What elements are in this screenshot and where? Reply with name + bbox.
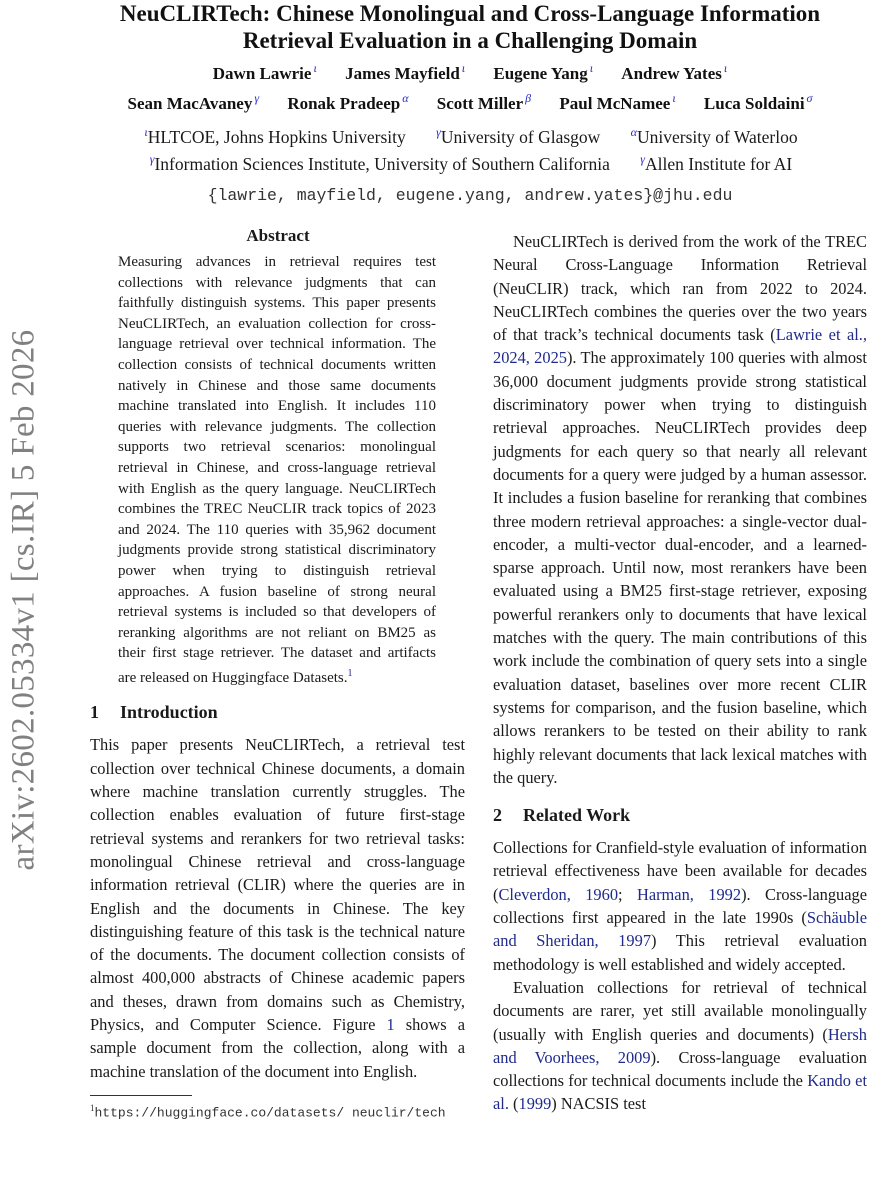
text-run: ) NACSIS test <box>551 1094 646 1114</box>
affiliation <box>629 127 798 147</box>
affiliation-mark: α <box>630 125 637 139</box>
citation-link[interactable]: Hersh and Voorhees, 2009 <box>493 1024 867 1067</box>
arxiv-identifier-stamp <box>4 300 44 900</box>
related-paragraph-1 <box>493 836 867 976</box>
section-title: Related Work <box>523 805 631 826</box>
text-run: ). The approximately 100 queries with almost 36,000 document judgments provide strong statistical discriminatory power when trying to distinguish retrieval approaches. NeuCLIRTech provides deep judgments for each query so that nearly all relevant documents for a query were judged by a human assessor. It includes a fusion baseline for reranking that combines three modern retrieval approaches: a single-vector dual-encoder, a multi-vector dual-encoder, and a learned-sparse approach. Until now, most rerankers have been evaluated using a BM25 first-stage retriever, exposing powerful rerankers only to documents that have lexical matches with the query. The main contributions of this work include the combination of query sets into a single evaluation dataset, baselines over more recent CLIR systems for comparison, and the fusion baseline, which allows rerankers to be tested on their ability to rank highly relevant documents that lack lexical matches with the query. <box>493 348 867 787</box>
text-run: ). Cross-language evaluation collections for technical documents include the <box>493 1047 867 1091</box>
text-run: ). Cross-language collections first appeared in the late 1990s ( <box>493 884 867 928</box>
affiliation-mark: α <box>402 91 409 105</box>
author-name: Sean MacAvaney <box>127 93 253 113</box>
affiliation-mark: ι <box>589 61 594 75</box>
affiliation-mark: γ <box>436 125 441 139</box>
affiliation <box>148 154 610 174</box>
footnote-url-link[interactable]: https://huggingface.co/datasets/ neuclir/tech <box>94 1105 446 1121</box>
affiliation <box>434 127 600 147</box>
affiliations-row-1 <box>60 125 880 148</box>
affiliation-mark: ι <box>313 61 317 75</box>
footnote-divider <box>90 1095 192 1096</box>
author <box>287 91 409 113</box>
abstract-heading: Abstract <box>246 226 310 245</box>
abstract-body <box>118 252 436 688</box>
citation-link[interactable]: Schäuble and Sheridan, 1997 <box>493 908 867 951</box>
author-name: Luca Soldaini <box>703 93 805 113</box>
author-name: Andrew Yates <box>621 63 722 83</box>
footnote-link[interactable]: 1 <box>347 667 353 679</box>
citation-link[interactable]: Kando et al. <box>493 1071 868 1114</box>
section-number: 1 <box>90 702 99 723</box>
text-run: NeuCLIRTech is derived from the work of the TREC Neural Cross-Language Information Retrieval (NeuCLIR) track, which ran from 2022 to 2024. NeuCLIRTech combines the queries over the two years of that track’s technical documents task ( <box>493 232 867 345</box>
figure-ref-link[interactable]: 1 <box>386 1015 395 1035</box>
affiliation-name: Allen Institute for AI <box>644 153 793 174</box>
section-heading-introduction <box>90 702 465 723</box>
title-line-2: Retrieval Evaluation in a Challenging Domain <box>242 28 698 53</box>
affiliation-mark: γ <box>254 91 260 105</box>
author-name: Eugene Yang <box>493 63 588 83</box>
author-emails: {lawrie, mayfield, eugene.yang, andrew.yates}@jhu.edu <box>207 186 733 205</box>
citation-link[interactable]: 1999 <box>518 1094 552 1114</box>
intro-continued-paragraph <box>493 230 867 789</box>
text-run: shows a sample document from the collection, along with a machine translation of the document into English. <box>90 1015 465 1081</box>
section-heading-related-work <box>493 805 867 826</box>
author <box>703 91 813 113</box>
affiliations-row-2 <box>60 152 880 175</box>
authors-row-1 <box>60 61 880 84</box>
affiliation-mark: γ <box>640 152 645 166</box>
footnote <box>90 1100 465 1121</box>
affiliation <box>142 127 405 147</box>
paper-title <box>60 0 880 54</box>
abstract-text: Measuring advances in retrieval requires test collections with relevance judgments that can faithfully distinguish systems. This paper presents NeuCLIRTech, an evaluation collection for cross-language retrieval over technical information. The collection consists of technical documents written natively in Chinese and those same documents machine translated into English. It includes 110 queries with relevance judgments. The collection supports two retrieval scenarios: monolingual retrieval in Chinese, and cross-language retrieval with English as the query language. NeuCLIRTech combines the TREC NeuCLIR track topics of 2023 and 2024. The 110 queries with 35,962 document judgments provide strong statistical discriminatory power when trying to distinguish retrieval approaches. A fusion baseline of strong neural retrieval systems is included so that developers of reranking algorithms are not reliant on BM25 as their first stage retriever. The dataset and artifacts are released on Huggingface Datasets. <box>118 254 436 686</box>
affiliation-mark: ι <box>144 125 148 139</box>
affiliation-name: University of Waterloo <box>636 126 798 147</box>
author-name: Scott Miller <box>436 93 524 113</box>
affiliation-mark: β <box>525 91 532 105</box>
affiliation-name: University of Glasgow <box>440 126 601 147</box>
author-name: Ronak Pradeep <box>287 93 401 113</box>
authors-row-2 <box>60 91 880 114</box>
intro-paragraph <box>90 733 465 1082</box>
citation-link[interactable]: Harman, 1992 <box>636 884 742 904</box>
citation-link[interactable]: Lawrie et al., 2024, 2025 <box>493 325 867 368</box>
affiliation-name: Information Sciences Institute, University of Southern California <box>154 153 610 174</box>
right-column <box>493 230 867 1116</box>
text-run: Evaluation collections for retrieval of technical documents are rarer, yet still available monolingually (usually with English queries and documents) ( <box>493 977 867 1044</box>
author <box>436 91 532 113</box>
section-title: Introduction <box>120 702 218 723</box>
author-name: Paul McNamee <box>559 93 671 113</box>
left-column <box>90 226 465 1121</box>
arxiv-stamp-text: arXiv:2602.05334v1 [cs.IR] 5 Feb 2026 <box>5 329 42 871</box>
affiliation-mark: σ <box>806 91 813 105</box>
author <box>127 91 260 113</box>
author <box>621 61 728 83</box>
author <box>212 61 317 83</box>
author-name: Dawn Lawrie <box>212 63 312 83</box>
affiliation-mark: ι <box>461 61 466 75</box>
related-paragraph-2 <box>493 976 867 1116</box>
author <box>345 61 466 83</box>
text-run: ( <box>508 1094 519 1114</box>
citation-link[interactable]: Cleverdon, 1960 <box>498 884 619 904</box>
author <box>493 61 594 83</box>
affiliation <box>638 154 792 174</box>
title-line-1: NeuCLIRTech: Chinese Monolingual and Cross-Language Information <box>119 1 821 26</box>
affiliation-mark: ι <box>723 61 728 75</box>
text-run: ) This retrieval evaluation methodology is well established and widely accepted. <box>493 931 867 974</box>
affiliation-mark: ι <box>672 91 676 105</box>
section-number: 2 <box>493 805 502 826</box>
text-run: Collections for Cranfield-style evaluation of information retrieval effectiveness have been available for decades ( <box>493 838 867 904</box>
author-name: James Mayfield <box>345 63 460 83</box>
affiliation-name: HLTCOE, Johns Hopkins University <box>147 126 406 147</box>
affiliation-mark: γ <box>149 152 155 166</box>
text-run: This paper presents NeuCLIRTech, a retrieval test collection over technical Chinese documents, a domain where machine translation currently struggles. The collection enables evaluation of future first-stage retrieval systems and rerankers for two retrieval tasks: monolingual Chinese retrieval and cross-language information retrieval (CLIR) where the queries are in English and the documents in Chinese. The key distinguishing feature of this task is the technical nature of the documents. The document collection consists of almost 400,000 abstracts of Chinese academic papers and theses, drawn from domains such as Chemistry, Physics, and Computer Science. Figure <box>90 735 465 1035</box>
footnote-mark: 1 <box>90 1102 95 1113</box>
author <box>559 91 676 113</box>
text-run: ; <box>618 884 637 904</box>
